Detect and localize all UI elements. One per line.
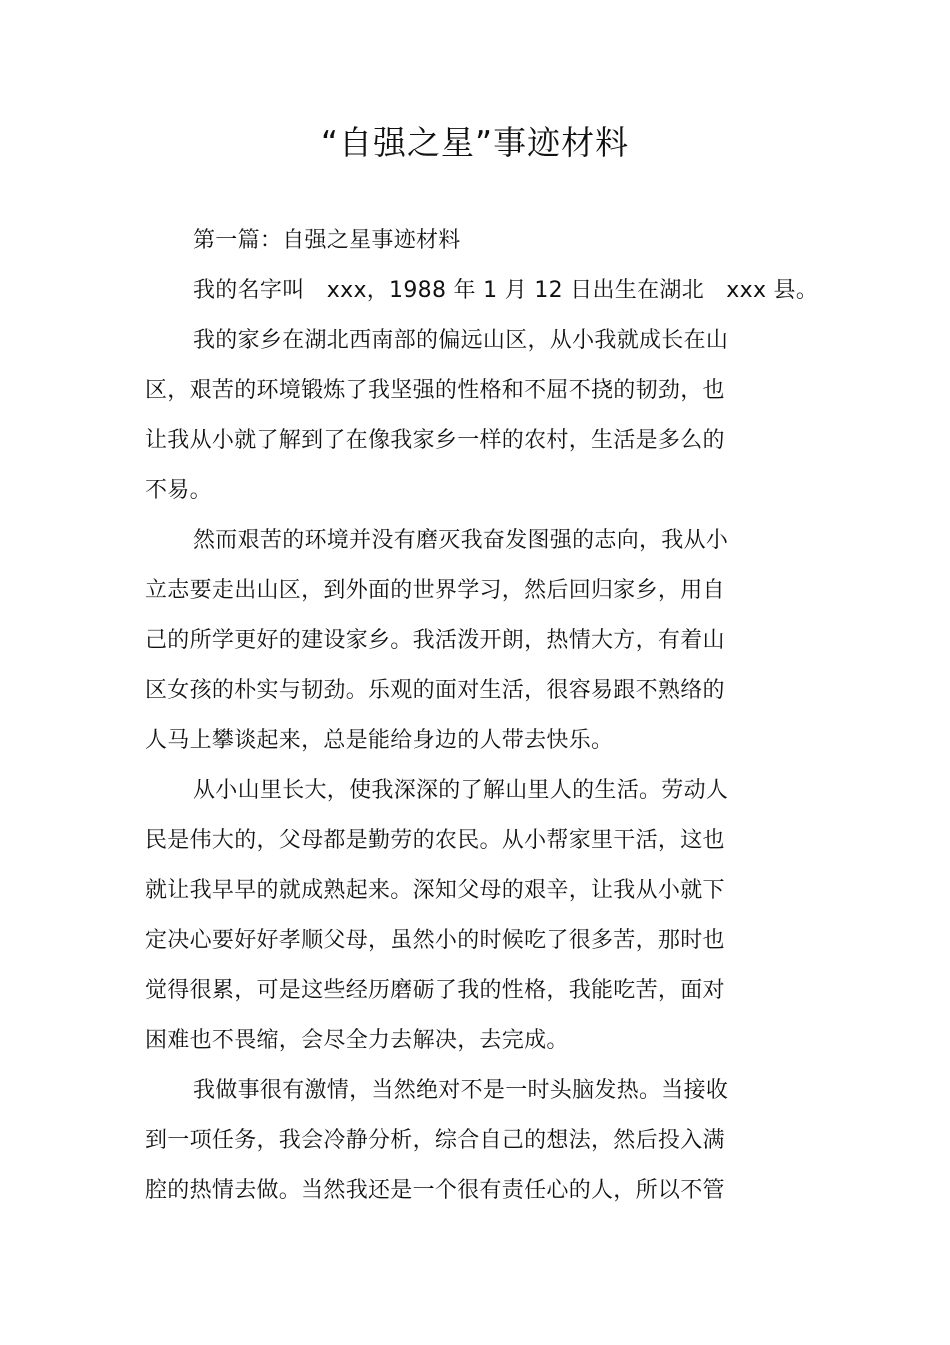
paragraph-line: 腔的热情去做。当然我还是一个很有责任心的人，所以不管 <box>145 1178 725 1203</box>
paragraph-line: 我的家乡在湖北西南部的偏远山区，从小我就成长在山 <box>193 328 729 353</box>
paragraph-line: 区女孩的朴实与韧劲。乐观的面对生活，很容易跟不熟络的 <box>145 678 725 703</box>
paragraph-line: 就让我早早的就成熟起来。深知父母的艰辛，让我从小就下 <box>145 878 725 903</box>
paragraph-line: 己的所学更好的建设家乡。我活泼开朗，热情大方，有着山 <box>145 628 725 653</box>
paragraph-line: 立志要走出山区，到外面的世界学习，然后回归家乡，用自 <box>145 578 725 603</box>
paragraph-line: 定决心要好好孝顺父母，虽然小的时候吃了很多苦，那时也 <box>145 928 725 953</box>
paragraph-line: 我做事很有激情，当然绝对不是一时头脑发热。当接收 <box>193 1078 729 1103</box>
paragraph-line: 到一项任务，我会冷静分析，综合自己的想法，然后投入满 <box>145 1128 725 1153</box>
paragraph-line: 困难也不畏缩，会尽全力去解决，去完成。 <box>145 1028 569 1053</box>
paragraph-line: 然而艰苦的环境并没有磨灭我奋发图强的志向，我从小 <box>193 528 729 553</box>
paragraph-line: 区，艰苦的环境锻炼了我坚强的性格和不屈不挠的韧劲，也 <box>145 378 725 403</box>
section-heading: 第一篇：自强之星事迹材料 <box>193 228 461 253</box>
paragraph-line: 不易。 <box>145 478 212 503</box>
paragraph-line: 让我从小就了解到了在像我家乡一样的农村，生活是多么的 <box>145 428 725 453</box>
paragraph-line: 从小山里长大，使我深深的了解山里人的生活。劳动人 <box>193 778 729 803</box>
document-title: “自强之星”事迹材料 <box>320 123 630 162</box>
paragraph-line: 觉得很累，可是这些经历磨砺了我的性格，我能吃苦，面对 <box>145 978 725 1003</box>
paragraph-line: 我的名字叫 xxx，1988 年 1 月 12 日出生在湖北 xxx 县。 <box>193 278 819 303</box>
paragraph-line: 民是伟大的，父母都是勤劳的农民。从小帮家里干活，这也 <box>145 828 725 853</box>
paragraph-line: 人马上攀谈起来，总是能给身边的人带去快乐。 <box>145 728 614 753</box>
